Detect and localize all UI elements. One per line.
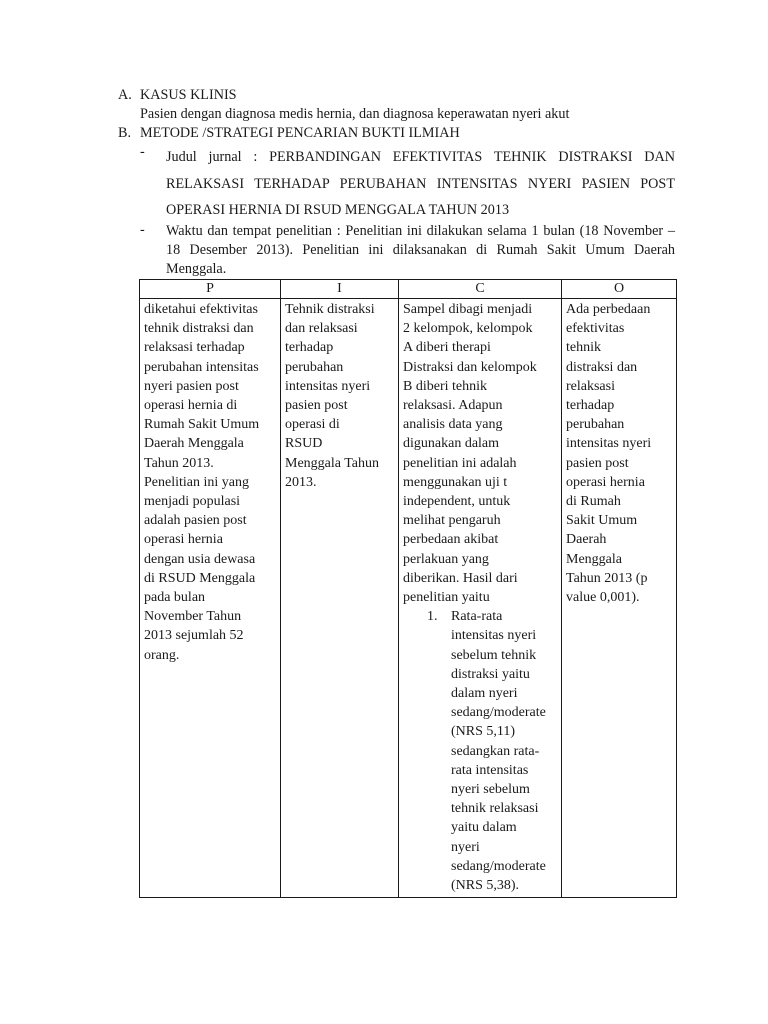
cell-text-line: Ada perbedaan <box>566 302 651 317</box>
cell-text-line: efektivitas <box>566 321 625 337</box>
cell-text-line: pasien post <box>566 455 629 471</box>
cell-text-line: perubahan <box>285 359 344 375</box>
cell-text-line: value 0,001). <box>566 590 640 606</box>
cell-text-line: operasi hernia <box>144 532 223 548</box>
cell-text-line: perbedaan akibat <box>403 532 499 548</box>
cell-text-line: menggunakan uji t <box>403 474 508 490</box>
cell-text-line: A diberi therapi <box>403 340 491 356</box>
cell-text-line: intensitas nyeri <box>566 436 652 452</box>
cell-text-line: relaksasi terhadap <box>144 340 245 356</box>
cell-text-line: 2 kelompok, kelompok <box>403 321 533 337</box>
cell-text-line: melihat pengaruh <box>403 513 501 529</box>
cell-text-line: analisis data yang <box>403 417 503 433</box>
cell-text-line: B diberi tehnik <box>403 378 487 394</box>
list-item-line: tehnik relaksasi <box>451 801 539 817</box>
list-item <box>427 607 557 895</box>
bullet-dash: - <box>140 222 145 238</box>
cell-text-line: Menggala <box>566 551 622 567</box>
cell-text-line: di RSUD Menggala <box>144 570 256 586</box>
cell-text-line: relaksasi <box>566 378 615 394</box>
header-i: I <box>281 280 399 299</box>
cell-text-line: diketahui efektivitas <box>144 302 258 317</box>
list-item-line: nyeri sebelum <box>451 782 530 798</box>
list-item-line: rata intensitas <box>451 762 529 778</box>
cell-text-line: diberikan. Hasil dari <box>403 570 518 586</box>
cell-text-line: perubahan intensitas <box>144 359 259 375</box>
cell-text-line: operasi hernia <box>566 474 645 490</box>
cell-text-line: relaksasi. Adapun <box>403 398 503 414</box>
cell-text-line: perubahan <box>566 417 625 433</box>
journal-title-line: Judul jurnal : PERBANDINGAN EFEKTIVITAS TEHNIK DISTRAKSI DAN <box>166 149 675 165</box>
results-list <box>403 607 557 895</box>
header-o: O <box>562 280 677 299</box>
journal-title-line: RELAKSASI TERHADAP PERUBAHAN INTENSITAS NYERI PASIEN POST <box>166 175 675 192</box>
cell-text-line: Rumah Sakit Umum <box>144 417 260 433</box>
table-header-row <box>140 280 677 299</box>
list-number: 1. <box>427 609 438 625</box>
cell-text-line: di Rumah <box>566 494 621 510</box>
cell-o <box>562 299 677 898</box>
section-a-text: Pasien dengan diagnosa medis hernia, dan diagnosa keperawatan nyeri akut <box>140 106 570 122</box>
cell-text-line: terhadap <box>285 340 334 356</box>
cell-text-line: RSUD <box>285 436 323 452</box>
cell-text-line: operasi di <box>285 417 340 433</box>
section-b-heading <box>118 124 460 143</box>
cell-text-line: independent, untuk <box>403 494 511 510</box>
cell-text-line: pada bulan <box>144 590 206 606</box>
cell-text-line: distraksi dan <box>566 359 638 375</box>
list-item-line: nyeri <box>451 839 480 855</box>
cell-text-line: Penelitian ini yang <box>144 474 249 490</box>
cell-p <box>140 299 281 898</box>
cell-text-line: nyeri pasien post <box>144 378 239 394</box>
cell-text-line: operasi hernia di <box>144 398 238 414</box>
cell-i <box>281 299 399 898</box>
list-item-line: sebelum tehnik <box>451 647 537 663</box>
cell-text-line: Distraksi dan kelompok <box>403 359 537 375</box>
cell-text-line: Daerah Menggala <box>144 436 244 452</box>
section-a-heading <box>118 86 237 105</box>
cell-text-line: Menggala Tahun <box>285 455 380 471</box>
table-row <box>140 299 677 898</box>
section-b-label: B. <box>118 125 132 141</box>
list-item-line: Rata-rata <box>451 609 503 625</box>
cell-text-line: 2013 sejumlah 52 <box>144 628 244 644</box>
cell-text-line: Tahun 2013. <box>144 455 214 471</box>
list-item-line: yaitu dalam <box>451 820 517 836</box>
cell-c <box>399 299 562 898</box>
cell-text-line: Sakit Umum <box>566 513 638 529</box>
cell-text-line: orang. <box>144 647 180 663</box>
cell-text-line: Daerah <box>566 532 607 548</box>
cell-text-line: perlakuan yang <box>403 551 489 567</box>
section-b-title: METODE /STRATEGI PENCARIAN BUKTI ILMIAH <box>140 125 460 141</box>
cell-text-line: intensitas nyeri <box>285 378 371 394</box>
header-c: C <box>399 280 562 299</box>
section-a-label: A. <box>118 87 132 103</box>
cell-text-line: November Tahun <box>144 609 242 625</box>
cell-text-line: menjadi populasi <box>144 494 241 510</box>
cell-text-line: Sampel dibagi menjadi <box>403 302 533 317</box>
cell-text-line: dan relaksasi <box>285 321 358 337</box>
bullet-time-place <box>140 222 675 279</box>
cell-text-line: Tahun 2013 (p <box>566 570 648 586</box>
header-p: P <box>140 280 281 299</box>
list-item-line: (NRS 5,11) <box>451 724 516 740</box>
list-item-line: sedangkan rata- <box>451 743 540 759</box>
list-item-line: (NRS 5,38). <box>451 878 520 894</box>
cell-text-line: adalah pasien post <box>144 513 247 529</box>
list-item-line: distraksi yaitu <box>451 666 530 682</box>
cell-text-line: pasien post <box>285 398 348 414</box>
cell-text-line: penelitian ini adalah <box>403 455 517 471</box>
cell-text-line: tehnik distraksi dan <box>144 321 254 337</box>
time-place-text: Waktu dan tempat penelitian : Penelitian ini dilakukan selama 1 bulan (18 November – 18 Desember 2013). Penelitian ini dilaksanakan di Rumah Sakit Umum Daerah Menggala. <box>166 223 675 277</box>
pico-table <box>139 279 677 898</box>
journal-title-line: OPERASI HERNIA DI RSUD MENGGALA TAHUN 2013 <box>166 202 510 218</box>
list-item-line: dalam nyeri <box>451 686 518 702</box>
cell-text-line: Tehnik distraksi <box>285 302 375 317</box>
cell-text-line: tehnik <box>566 340 601 356</box>
cell-text-line: 2013. <box>285 474 317 490</box>
cell-text-line: penelitian yaitu <box>403 590 490 606</box>
cell-text-line: terhadap <box>566 398 615 414</box>
list-item-line: intensitas nyeri <box>451 628 537 644</box>
list-item-line: sedang/moderate <box>451 705 546 721</box>
section-a-title: KASUS KLINIS <box>140 87 237 103</box>
cell-text-line: dengan usia dewasa <box>144 551 256 567</box>
bullet-journal-title <box>140 144 675 224</box>
cell-text-line: digunakan dalam <box>403 436 500 452</box>
list-item-line: sedang/moderate <box>451 858 546 874</box>
bullet-dash: - <box>140 144 145 160</box>
